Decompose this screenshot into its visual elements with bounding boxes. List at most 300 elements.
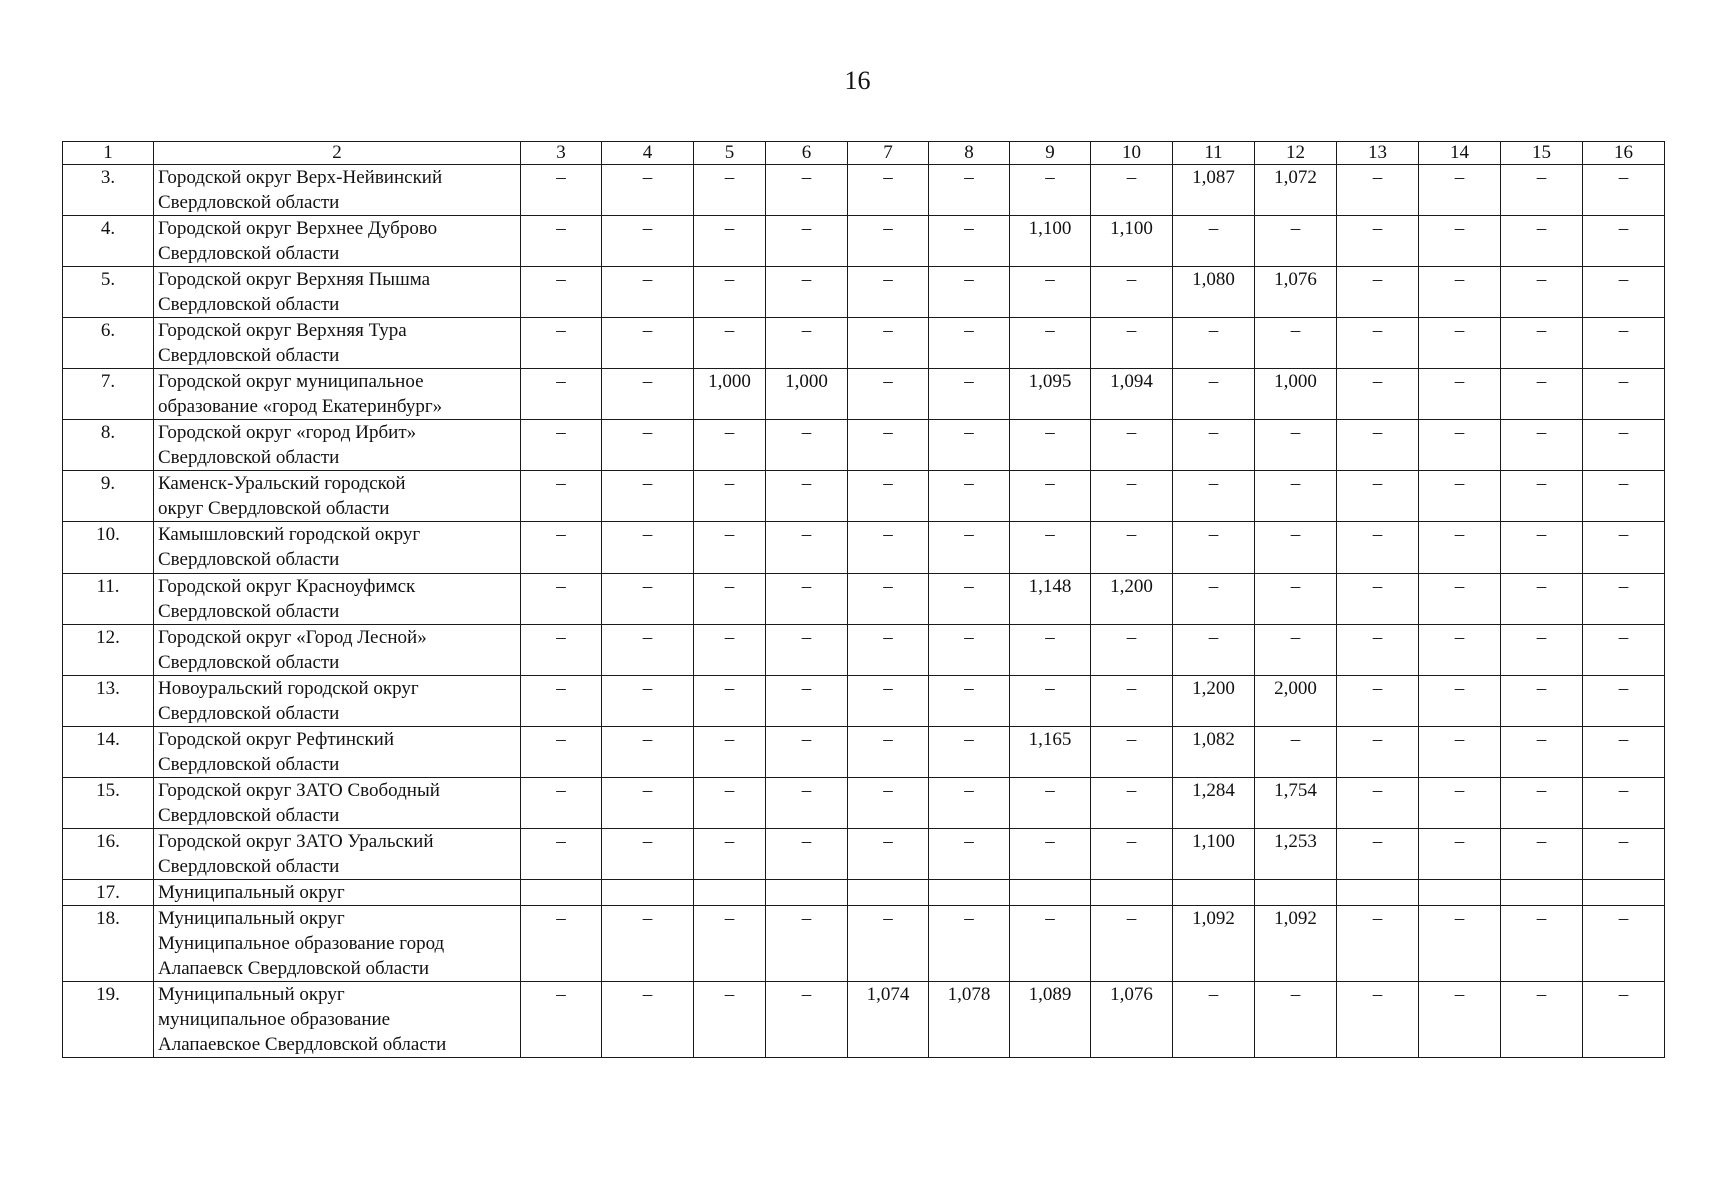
value-cell: – bbox=[521, 906, 602, 982]
column-header: 15 bbox=[1501, 142, 1583, 165]
value-cell: – bbox=[848, 727, 929, 778]
value-cell: – bbox=[1583, 267, 1665, 318]
value-cell: – bbox=[1583, 522, 1665, 574]
value-cell: – bbox=[766, 318, 848, 369]
value-cell: – bbox=[1337, 778, 1419, 829]
value-cell: – bbox=[1419, 625, 1501, 676]
municipality-name: Муниципальный округ Муниципальное образование город Алапаевск Свердловской области bbox=[154, 906, 521, 982]
value-cell: 2,000 bbox=[1255, 676, 1337, 727]
value-cell: – bbox=[1337, 982, 1419, 1058]
value-cell: – bbox=[1419, 522, 1501, 574]
value-cell: – bbox=[848, 906, 929, 982]
table-row bbox=[63, 369, 1665, 420]
value-cell: – bbox=[1173, 574, 1255, 625]
value-cell: – bbox=[766, 471, 848, 522]
value-cell bbox=[1091, 880, 1173, 906]
table-row bbox=[63, 727, 1665, 778]
column-header: 16 bbox=[1583, 142, 1665, 165]
value-cell: – bbox=[1419, 369, 1501, 420]
value-cell: – bbox=[766, 574, 848, 625]
value-cell: – bbox=[602, 471, 694, 522]
value-cell bbox=[929, 880, 1010, 906]
value-cell: – bbox=[602, 216, 694, 267]
value-cell: – bbox=[1091, 778, 1173, 829]
value-cell: – bbox=[1419, 829, 1501, 880]
value-cell: 1,000 bbox=[694, 369, 766, 420]
column-header: 2 bbox=[154, 142, 521, 165]
row-number: 12. bbox=[63, 625, 154, 676]
row-number: 3. bbox=[63, 165, 154, 216]
value-cell: – bbox=[694, 676, 766, 727]
table-row bbox=[63, 574, 1665, 625]
value-cell: – bbox=[766, 165, 848, 216]
value-cell: – bbox=[1337, 906, 1419, 982]
value-cell: – bbox=[1255, 727, 1337, 778]
municipality-name: Городской округ Красноуфимск Свердловской области bbox=[154, 574, 521, 625]
value-cell: – bbox=[602, 676, 694, 727]
value-cell: – bbox=[1091, 906, 1173, 982]
table-row bbox=[63, 267, 1665, 318]
value-cell: – bbox=[1501, 471, 1583, 522]
value-cell: – bbox=[1583, 727, 1665, 778]
value-cell: – bbox=[694, 727, 766, 778]
value-cell: – bbox=[602, 778, 694, 829]
value-cell: – bbox=[602, 165, 694, 216]
value-cell: – bbox=[766, 829, 848, 880]
table-row bbox=[63, 216, 1665, 267]
value-cell: – bbox=[1501, 165, 1583, 216]
value-cell: 1,754 bbox=[1255, 778, 1337, 829]
column-header: 13 bbox=[1337, 142, 1419, 165]
value-cell: – bbox=[694, 216, 766, 267]
row-number: 11. bbox=[63, 574, 154, 625]
value-cell: – bbox=[1583, 982, 1665, 1058]
value-cell bbox=[694, 880, 766, 906]
municipality-name: Каменск-Уральский городской округ Свердловской области bbox=[154, 471, 521, 522]
value-cell: – bbox=[766, 982, 848, 1058]
value-cell: – bbox=[929, 522, 1010, 574]
municipality-name: Городской округ Верхняя Тура Свердловской области bbox=[154, 318, 521, 369]
value-cell: – bbox=[1173, 318, 1255, 369]
value-cell bbox=[848, 880, 929, 906]
value-cell: – bbox=[766, 522, 848, 574]
row-number: 14. bbox=[63, 727, 154, 778]
municipality-name: Городской округ «город Ирбит» Свердловской области bbox=[154, 420, 521, 471]
municipality-name: Городской округ Верх-Нейвинский Свердловской области bbox=[154, 165, 521, 216]
column-header: 1 bbox=[63, 142, 154, 165]
value-cell: – bbox=[929, 727, 1010, 778]
value-cell: – bbox=[1583, 165, 1665, 216]
value-cell bbox=[1173, 880, 1255, 906]
value-cell: – bbox=[1501, 574, 1583, 625]
row-number: 19. bbox=[63, 982, 154, 1058]
value-cell: – bbox=[602, 574, 694, 625]
value-cell: – bbox=[766, 676, 848, 727]
value-cell: – bbox=[929, 906, 1010, 982]
row-number: 10. bbox=[63, 522, 154, 574]
header-row bbox=[63, 142, 1665, 165]
value-cell: 1,082 bbox=[1173, 727, 1255, 778]
column-header: 3 bbox=[521, 142, 602, 165]
table-row bbox=[63, 829, 1665, 880]
table-row bbox=[63, 982, 1665, 1058]
value-cell: – bbox=[1010, 522, 1091, 574]
value-cell: – bbox=[1337, 267, 1419, 318]
value-cell: – bbox=[848, 522, 929, 574]
value-cell: – bbox=[848, 318, 929, 369]
municipality-name: Муниципальный округ bbox=[154, 880, 521, 906]
value-cell: – bbox=[766, 778, 848, 829]
value-cell bbox=[1337, 880, 1419, 906]
value-cell: – bbox=[1501, 778, 1583, 829]
value-cell: 1,092 bbox=[1173, 906, 1255, 982]
value-cell: – bbox=[848, 676, 929, 727]
value-cell: – bbox=[1010, 625, 1091, 676]
value-cell: – bbox=[602, 906, 694, 982]
value-cell: – bbox=[521, 420, 602, 471]
value-cell: 1,100 bbox=[1091, 216, 1173, 267]
value-cell: – bbox=[1501, 727, 1583, 778]
column-header: 10 bbox=[1091, 142, 1173, 165]
table-row bbox=[63, 625, 1665, 676]
row-number: 8. bbox=[63, 420, 154, 471]
value-cell: – bbox=[1255, 318, 1337, 369]
value-cell: – bbox=[1501, 369, 1583, 420]
value-cell: 1,089 bbox=[1010, 982, 1091, 1058]
value-cell: 1,095 bbox=[1010, 369, 1091, 420]
value-cell: – bbox=[929, 471, 1010, 522]
table-row bbox=[63, 676, 1665, 727]
value-cell: – bbox=[602, 318, 694, 369]
table-body bbox=[63, 142, 1665, 1058]
value-cell bbox=[602, 880, 694, 906]
value-cell: – bbox=[1173, 982, 1255, 1058]
value-cell: – bbox=[848, 369, 929, 420]
value-cell: – bbox=[1337, 676, 1419, 727]
value-cell: 1,000 bbox=[1255, 369, 1337, 420]
column-header: 12 bbox=[1255, 142, 1337, 165]
value-cell: – bbox=[929, 267, 1010, 318]
value-cell: 1,165 bbox=[1010, 727, 1091, 778]
value-cell: – bbox=[766, 216, 848, 267]
value-cell: – bbox=[1583, 318, 1665, 369]
value-cell: – bbox=[1501, 318, 1583, 369]
value-cell: – bbox=[1337, 471, 1419, 522]
value-cell: – bbox=[1173, 522, 1255, 574]
value-cell: – bbox=[929, 216, 1010, 267]
value-cell: – bbox=[1091, 267, 1173, 318]
value-cell: – bbox=[521, 829, 602, 880]
value-cell: – bbox=[694, 829, 766, 880]
column-header: 5 bbox=[694, 142, 766, 165]
table-row bbox=[63, 778, 1665, 829]
value-cell: – bbox=[1337, 216, 1419, 267]
table-row bbox=[63, 906, 1665, 982]
value-cell: – bbox=[694, 778, 766, 829]
value-cell: – bbox=[1173, 216, 1255, 267]
value-cell: – bbox=[1091, 625, 1173, 676]
value-cell: – bbox=[1583, 676, 1665, 727]
value-cell: – bbox=[848, 625, 929, 676]
value-cell: – bbox=[1091, 471, 1173, 522]
value-cell: – bbox=[521, 369, 602, 420]
value-cell: 1,076 bbox=[1091, 982, 1173, 1058]
value-cell: – bbox=[602, 420, 694, 471]
value-cell: – bbox=[602, 727, 694, 778]
value-cell: – bbox=[602, 625, 694, 676]
value-cell: – bbox=[848, 165, 929, 216]
value-cell: – bbox=[1337, 625, 1419, 676]
municipality-name: Новоуральский городской округ Свердловской области bbox=[154, 676, 521, 727]
value-cell: – bbox=[766, 420, 848, 471]
value-cell: 1,076 bbox=[1255, 267, 1337, 318]
value-cell: – bbox=[1337, 727, 1419, 778]
value-cell: – bbox=[766, 625, 848, 676]
value-cell: – bbox=[848, 829, 929, 880]
value-cell: – bbox=[694, 420, 766, 471]
value-cell: – bbox=[929, 420, 1010, 471]
row-number: 15. bbox=[63, 778, 154, 829]
value-cell: – bbox=[1337, 522, 1419, 574]
data-table bbox=[62, 141, 1665, 1058]
value-cell: – bbox=[929, 778, 1010, 829]
value-cell: – bbox=[521, 522, 602, 574]
value-cell: 1,078 bbox=[929, 982, 1010, 1058]
value-cell: – bbox=[1255, 471, 1337, 522]
value-cell: – bbox=[694, 522, 766, 574]
value-cell: – bbox=[848, 267, 929, 318]
value-cell: – bbox=[694, 625, 766, 676]
value-cell: 1,000 bbox=[766, 369, 848, 420]
value-cell: – bbox=[929, 165, 1010, 216]
value-cell: – bbox=[521, 778, 602, 829]
value-cell: – bbox=[1010, 906, 1091, 982]
value-cell: – bbox=[1091, 676, 1173, 727]
value-cell: – bbox=[694, 906, 766, 982]
value-cell: – bbox=[848, 574, 929, 625]
value-cell: – bbox=[521, 471, 602, 522]
value-cell: – bbox=[1173, 471, 1255, 522]
municipality-name: Камышловский городской округ Свердловской области bbox=[154, 522, 521, 574]
value-cell: – bbox=[1419, 982, 1501, 1058]
municipality-name: Городской округ муниципальное образование «город Екатеринбург» bbox=[154, 369, 521, 420]
value-cell: – bbox=[1501, 216, 1583, 267]
value-cell: – bbox=[1583, 369, 1665, 420]
value-cell: – bbox=[848, 471, 929, 522]
value-cell: – bbox=[848, 778, 929, 829]
value-cell: 1,092 bbox=[1255, 906, 1337, 982]
value-cell: – bbox=[1501, 906, 1583, 982]
municipality-name: Муниципальный округ муниципальное образование Алапаевское Свердловской области bbox=[154, 982, 521, 1058]
value-cell: – bbox=[1010, 420, 1091, 471]
value-cell bbox=[1419, 880, 1501, 906]
value-cell: – bbox=[521, 318, 602, 369]
value-cell: – bbox=[1010, 829, 1091, 880]
value-cell: – bbox=[694, 165, 766, 216]
value-cell: – bbox=[1501, 676, 1583, 727]
table-row bbox=[63, 420, 1665, 471]
value-cell: 1,072 bbox=[1255, 165, 1337, 216]
value-cell: – bbox=[929, 829, 1010, 880]
value-cell bbox=[1583, 880, 1665, 906]
value-cell: – bbox=[1173, 369, 1255, 420]
value-cell: – bbox=[929, 318, 1010, 369]
value-cell: 1,100 bbox=[1173, 829, 1255, 880]
column-header: 14 bbox=[1419, 142, 1501, 165]
value-cell: – bbox=[1010, 778, 1091, 829]
value-cell: – bbox=[1583, 829, 1665, 880]
value-cell: – bbox=[1255, 625, 1337, 676]
value-cell: – bbox=[1010, 165, 1091, 216]
value-cell: – bbox=[1419, 676, 1501, 727]
municipality-name: Городской округ Верхнее Дуброво Свердловской области bbox=[154, 216, 521, 267]
municipality-name: Городской округ «Город Лесной» Свердловской области bbox=[154, 625, 521, 676]
value-cell: – bbox=[1419, 471, 1501, 522]
value-cell: – bbox=[1501, 625, 1583, 676]
value-cell: – bbox=[1091, 829, 1173, 880]
municipality-name: Городской округ Рефтинский Свердловской области bbox=[154, 727, 521, 778]
value-cell: – bbox=[1583, 906, 1665, 982]
value-cell: – bbox=[602, 522, 694, 574]
value-cell: – bbox=[929, 625, 1010, 676]
page-number: 16 bbox=[844, 66, 871, 95]
value-cell: – bbox=[1501, 522, 1583, 574]
value-cell: – bbox=[1501, 420, 1583, 471]
row-number: 9. bbox=[63, 471, 154, 522]
municipality-name: Городской округ ЗАТО Уральский Свердловской области bbox=[154, 829, 521, 880]
column-header: 4 bbox=[602, 142, 694, 165]
value-cell: – bbox=[929, 676, 1010, 727]
value-cell: 1,200 bbox=[1173, 676, 1255, 727]
column-header: 11 bbox=[1173, 142, 1255, 165]
value-cell: 1,094 bbox=[1091, 369, 1173, 420]
row-number: 7. bbox=[63, 369, 154, 420]
value-cell: – bbox=[1010, 318, 1091, 369]
value-cell: – bbox=[521, 982, 602, 1058]
value-cell bbox=[766, 880, 848, 906]
value-cell: – bbox=[1091, 727, 1173, 778]
value-cell: – bbox=[1255, 982, 1337, 1058]
value-cell: – bbox=[1583, 625, 1665, 676]
table-row bbox=[63, 165, 1665, 216]
value-cell: – bbox=[1337, 829, 1419, 880]
value-cell: 1,087 bbox=[1173, 165, 1255, 216]
row-number: 17. bbox=[63, 880, 154, 906]
column-header: 7 bbox=[848, 142, 929, 165]
value-cell bbox=[1010, 880, 1091, 906]
table-row bbox=[63, 522, 1665, 574]
value-cell: – bbox=[521, 574, 602, 625]
value-cell: – bbox=[1419, 165, 1501, 216]
table-row bbox=[63, 471, 1665, 522]
value-cell: – bbox=[1583, 216, 1665, 267]
row-number: 18. bbox=[63, 906, 154, 982]
value-cell: – bbox=[694, 982, 766, 1058]
value-cell: – bbox=[1419, 727, 1501, 778]
value-cell: – bbox=[694, 471, 766, 522]
column-header: 9 bbox=[1010, 142, 1091, 165]
value-cell: – bbox=[521, 165, 602, 216]
row-number: 13. bbox=[63, 676, 154, 727]
value-cell: – bbox=[848, 216, 929, 267]
value-cell: – bbox=[521, 216, 602, 267]
value-cell: – bbox=[1255, 522, 1337, 574]
value-cell: – bbox=[1419, 420, 1501, 471]
value-cell: – bbox=[1091, 165, 1173, 216]
value-cell: – bbox=[1337, 420, 1419, 471]
value-cell: – bbox=[1173, 420, 1255, 471]
table-row bbox=[63, 880, 1665, 906]
value-cell: 1,100 bbox=[1010, 216, 1091, 267]
value-cell: – bbox=[602, 267, 694, 318]
value-cell: 1,080 bbox=[1173, 267, 1255, 318]
value-cell bbox=[521, 880, 602, 906]
value-cell: – bbox=[694, 574, 766, 625]
value-cell: – bbox=[694, 318, 766, 369]
table-row bbox=[63, 318, 1665, 369]
value-cell: – bbox=[929, 574, 1010, 625]
value-cell: 1,148 bbox=[1010, 574, 1091, 625]
value-cell: – bbox=[1419, 574, 1501, 625]
value-cell: – bbox=[1419, 318, 1501, 369]
municipality-name: Городской округ Верхняя Пышма Свердловской области bbox=[154, 267, 521, 318]
row-number: 5. bbox=[63, 267, 154, 318]
value-cell: – bbox=[1337, 574, 1419, 625]
value-cell: – bbox=[1010, 267, 1091, 318]
value-cell: 1,074 bbox=[848, 982, 929, 1058]
value-cell: – bbox=[1419, 216, 1501, 267]
value-cell: – bbox=[521, 267, 602, 318]
value-cell: – bbox=[1583, 574, 1665, 625]
value-cell: – bbox=[1255, 216, 1337, 267]
value-cell: – bbox=[602, 829, 694, 880]
value-cell: – bbox=[1583, 778, 1665, 829]
row-number: 16. bbox=[63, 829, 154, 880]
value-cell: – bbox=[766, 906, 848, 982]
value-cell: – bbox=[1091, 318, 1173, 369]
value-cell: – bbox=[694, 267, 766, 318]
value-cell: – bbox=[1583, 471, 1665, 522]
municipality-name: Городской округ ЗАТО Свободный Свердловской области bbox=[154, 778, 521, 829]
row-number: 4. bbox=[63, 216, 154, 267]
value-cell: – bbox=[1501, 267, 1583, 318]
value-cell: 1,200 bbox=[1091, 574, 1173, 625]
value-cell: – bbox=[1337, 369, 1419, 420]
value-cell: – bbox=[1010, 471, 1091, 522]
value-cell: 1,253 bbox=[1255, 829, 1337, 880]
value-cell: – bbox=[1337, 165, 1419, 216]
value-cell: – bbox=[766, 727, 848, 778]
value-cell: – bbox=[848, 420, 929, 471]
value-cell: – bbox=[1173, 625, 1255, 676]
value-cell: – bbox=[1419, 778, 1501, 829]
column-header: 8 bbox=[929, 142, 1010, 165]
value-cell: – bbox=[521, 676, 602, 727]
value-cell: – bbox=[766, 267, 848, 318]
value-cell: 1,284 bbox=[1173, 778, 1255, 829]
value-cell bbox=[1501, 880, 1583, 906]
value-cell: – bbox=[521, 625, 602, 676]
value-cell: – bbox=[1419, 906, 1501, 982]
value-cell: – bbox=[1501, 982, 1583, 1058]
value-cell: – bbox=[602, 982, 694, 1058]
value-cell: – bbox=[1091, 522, 1173, 574]
value-cell: – bbox=[1255, 420, 1337, 471]
value-cell: – bbox=[1501, 829, 1583, 880]
value-cell: – bbox=[1419, 267, 1501, 318]
column-header: 6 bbox=[766, 142, 848, 165]
value-cell: – bbox=[1337, 318, 1419, 369]
